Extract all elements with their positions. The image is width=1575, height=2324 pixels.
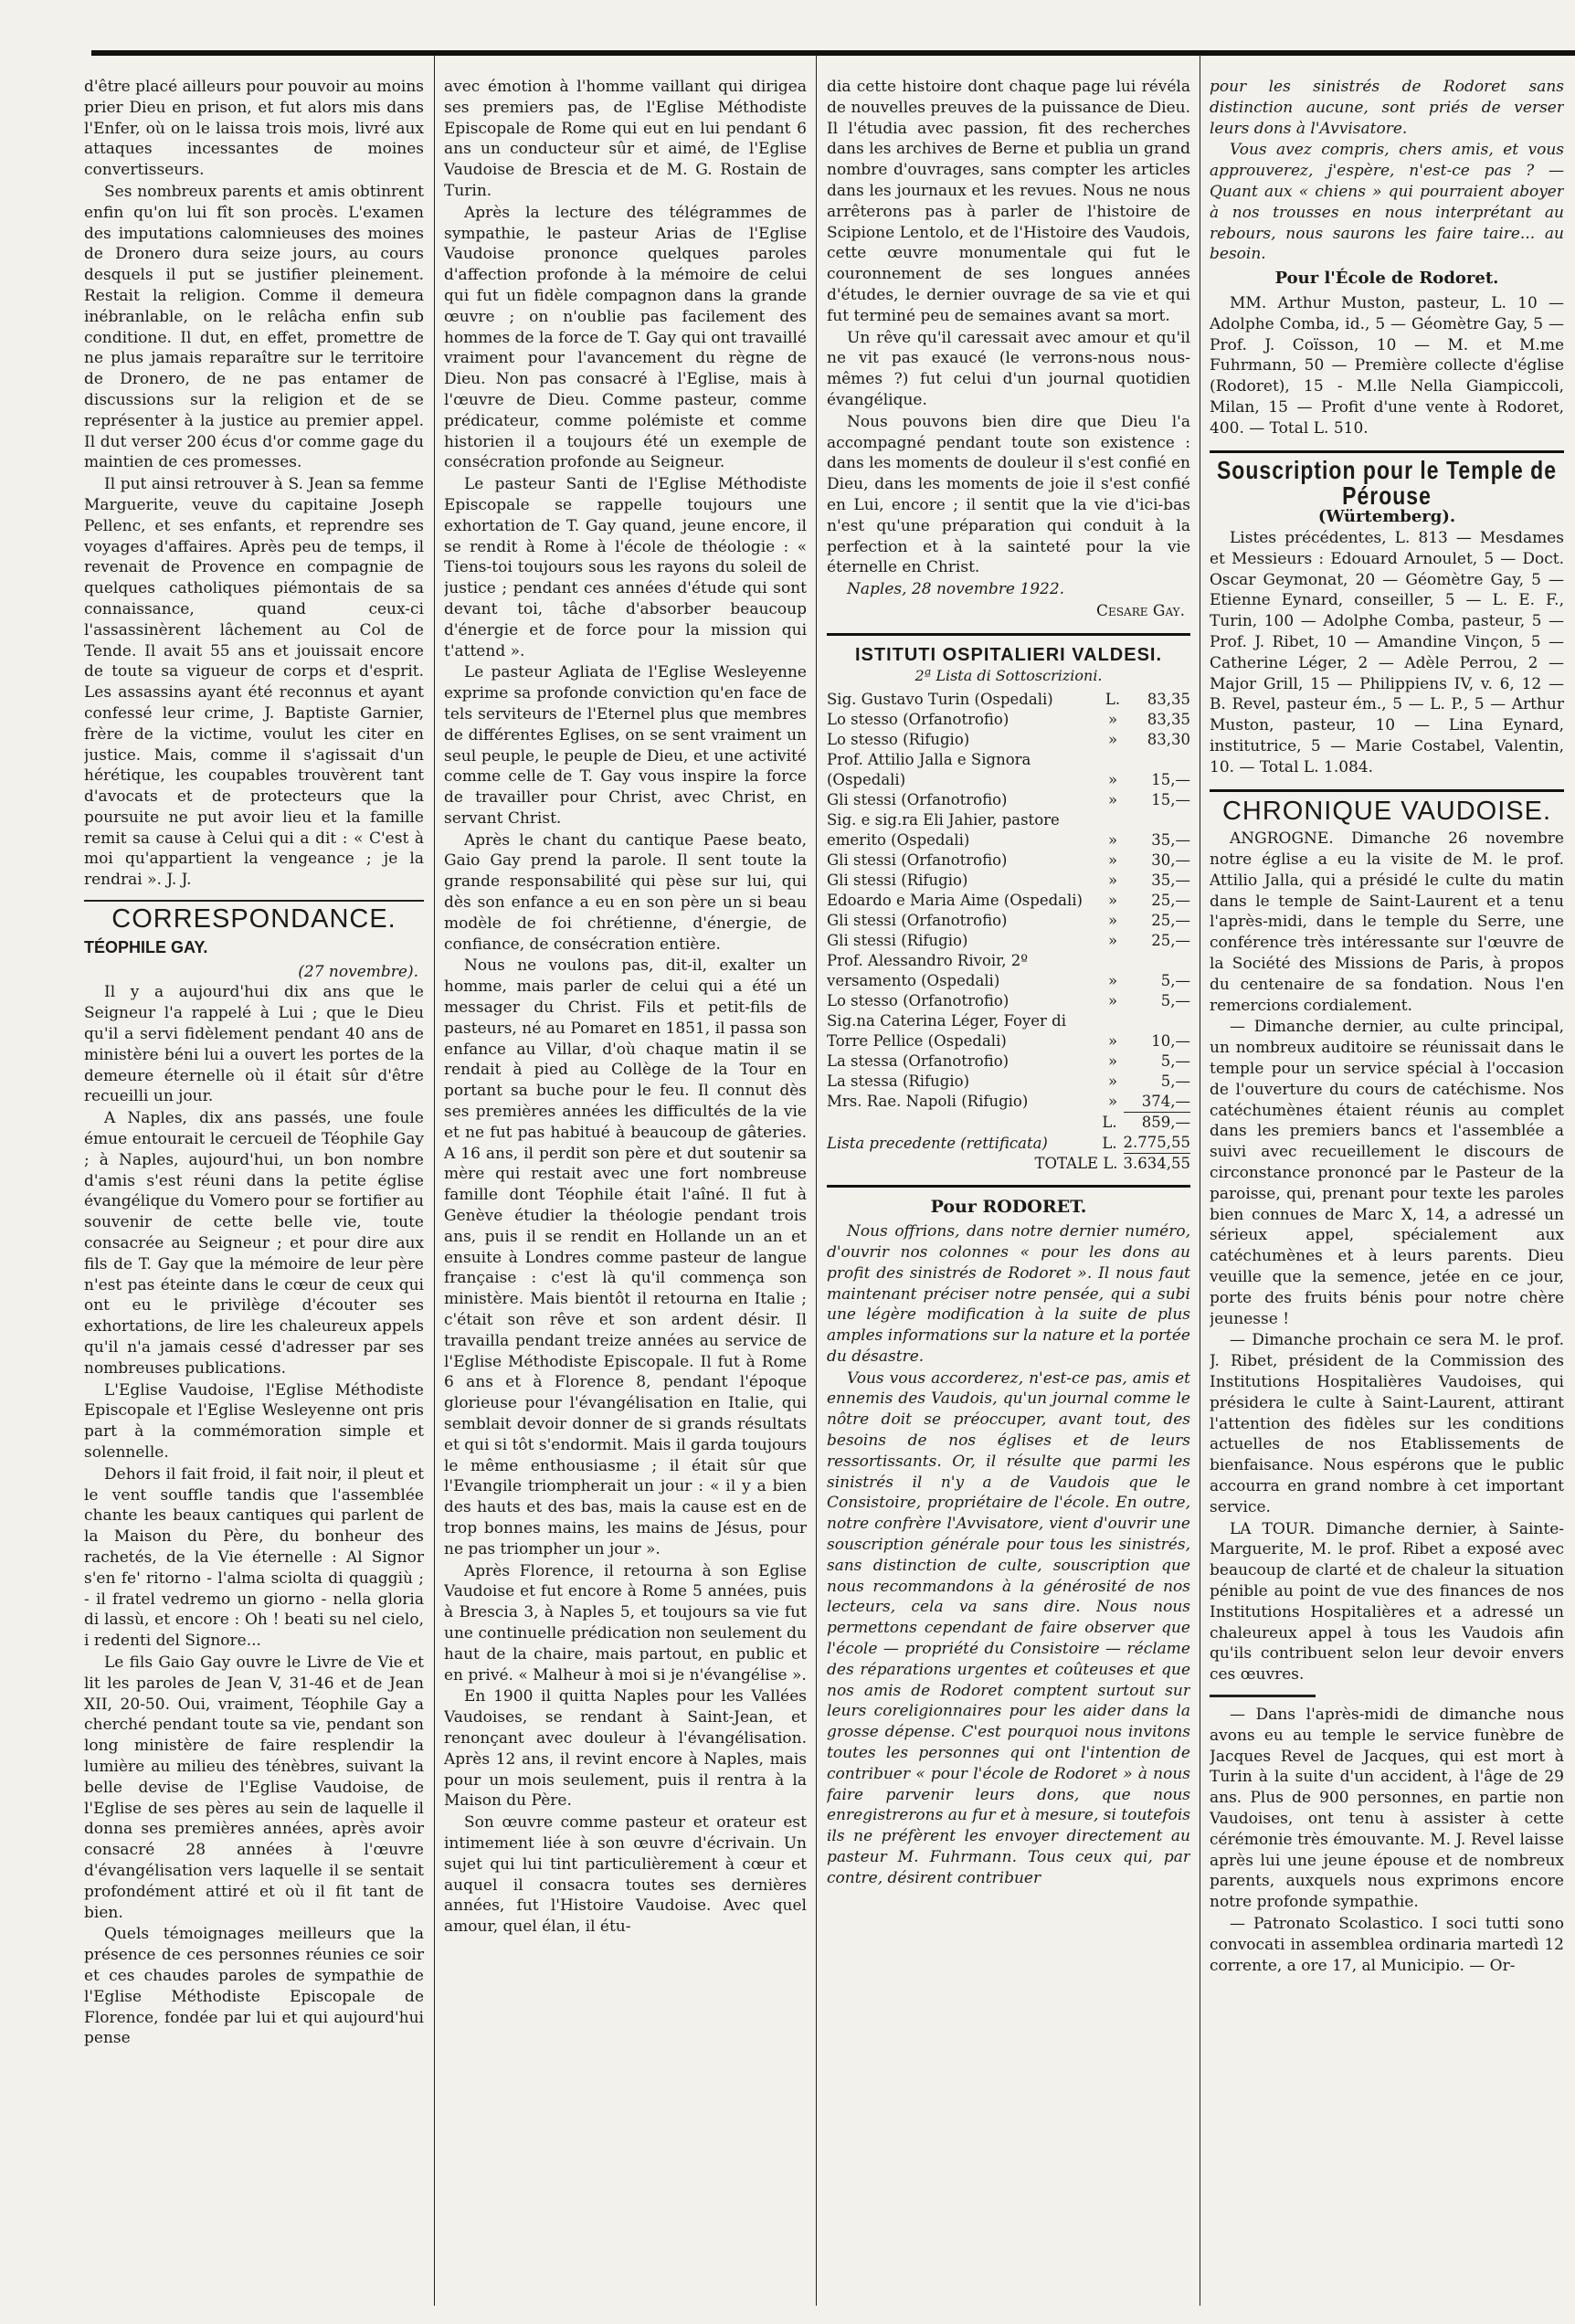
- currency: »: [1107, 972, 1118, 990]
- table-row: [827, 730, 1190, 750]
- currency: »: [1107, 731, 1118, 749]
- donor-name: La stessa (Orfanotrofio): [827, 1052, 1009, 1071]
- table-row: [827, 750, 1190, 790]
- column-rule: [816, 55, 817, 2306]
- amount: 83,35: [1147, 711, 1190, 729]
- paragraph: dia cette histoire dont chaque page lui révéla de nouvelles preuves de la puissance de Dieu. Il l'étudia avec passion, fit des recherches dans les archives de Berne et publia un grand nombre d'ouvrages, sans compter les articles dans les journaux et les revues. Nous ne nous arrêterons pas à parler de l'histoire de Scipione Lentolo, et de l'Histoire des Vaudois, cette œuvre monumentale qui fut le couronnement de ses longues années d'études, le dernier ouvrage de sa vie et qui fut terminé peu de semaines avant sa mort.: [827, 78, 1190, 325]
- currency: »: [1107, 1032, 1118, 1051]
- amount: 3.634,55: [1123, 1155, 1190, 1173]
- table-row: [827, 850, 1190, 871]
- currency: »: [1107, 851, 1118, 870]
- amount: 15,—: [1151, 771, 1190, 789]
- paragraph: pour les sinistrés de Rodoret sans distinction aucune, sont priés de verser leurs dons à l'Avvisatore.: [1210, 78, 1564, 138]
- currency: »: [1107, 992, 1118, 1010]
- box-subtitle: 2ª Lista di Sottoscrizioni.: [914, 666, 1103, 684]
- column-2: [444, 77, 807, 2306]
- donor-name: Lo stesso (Orfanotrofio): [827, 992, 1009, 1010]
- paragraph: Il y a aujourd'hui dix ans que le Seigneur l'a rappelé à Lui ; que le Dieu qu'il a servi fidèlement pendant 40 ans de ministère béni lui a ouvert les portes de la demeure éternelle où il était sûr d'être recueilli un jour.: [84, 983, 424, 1106]
- paragraph: L'Eglise Vaudoise, l'Eglise Méthodiste Episcopale et l'Eglise Wesleyenne ont pris part à la commémoration simple et solennelle.: [84, 1380, 424, 1462]
- donor-name: Sig.na Caterina Léger, Foyer di Torre Pellice (Ospedali): [827, 1012, 1066, 1051]
- paragraph: LA TOUR. Dimanche dernier, à Sainte-Marguerite, M. le prof. Ribet a exposé avec beaucoup de clarté et de chaleur la situation pénible au point de vue des finances de nos Institutions Hospitalières et a adressé un chaleureux appel à tous les Vaudois afin qu'ils contribuent selon leur devoir envers ces œuvres.: [1210, 1519, 1564, 1685]
- paragraph: Le fils Gaio Gay ouvre le Livre de Vie et lit les paroles de Jean V, 31-46 et de Jean XII, 20-50. Oui, vraiment, Téophile Gay a cherché pendant toute sa vie, pendant son long ministère de faire resplendir la lumière au milieu des ténèbres, suivant la belle devise de l'Eglise Vaudoise, de l'Eglise de ses pères au sein de laquelle il donna ses premières années, après avoir consacré 28 années à l'œuvre d'évangélisation vers laquelle il se sentait profondément attiré et où il fit tant de bien.: [84, 1653, 424, 1922]
- paragraph: MM. Arthur Muston, pasteur, L. 10 — Adolphe Comba, id., 5 — Géomètre Gay, 5 — Prof. J. Coïsson, 10 — M. et M.me Fuhrmann, 50 — Première collecte d'église (Rodoret), 15 - M.lle Nella Giampiccoli, Milan, 15 — Profit d'une vente à Rodoret, 400. — Total L. 510.: [1210, 293, 1564, 438]
- table-row: [827, 931, 1190, 951]
- paragraph: Nous pouvons bien dire que Dieu l'a accompagné pendant toute son existence : dans les moments de douleur il s'est confié en Dieu, dans les moments de joie il s'est confié en Lui, encore ; il sentit que la vie d'ici-bas n'est qu'une préparation qui conduit à la perfection et à la sainteté pour la vie éternelle en Christ.: [827, 412, 1190, 577]
- column-4: [1210, 77, 1564, 2306]
- paragraph: Quels témoignages meilleurs que la présence de ces personnes réunies ce soir et ces chaudes paroles de sympathie de l'Eglise Méthodiste Episcopale de Florence, fondée par lui et qui aujourd'hui pense: [84, 1925, 424, 2048]
- amount: 374,—: [1141, 1093, 1190, 1111]
- currency: »: [1107, 1072, 1118, 1091]
- paragraph: d'être placé ailleurs pour pouvoir au moins prier Dieu en prison, et fut alors mis dans l'Enfer, où on le laissa trois mois, livré aux attaques incessantes de moines convertisseurs.: [84, 78, 424, 180]
- paragraph: A Naples, dix ans passés, une foule émue entourait le cercueil de Téophile Gay ; à Naples, aujourd'hui, un bon nombre d'amis s'est réuni dans la petite église évangélique du Vomero pour se fortifier au souvenir de cette belle vie, toute consacrée au Seigneur ; et pour dire aux fils de T. Gay que la mémoire de leur père n'est pas éteinte dans le cœur de ceux qui ont eu le privilège d'écouter ses exhortations, de lire les chaleureux appels qu'il n'a jamais cessé d'adresser par ses nombreuses publications.: [84, 1109, 424, 1378]
- paragraph: Son œuvre comme pasteur et orateur est intimement liée à son œuvre d'écrivain. Un sujet qui lui tint particulièrement à cœur et auquel il consacra toutes ses dernières années, fut l'Histoire Vaudoise. Avec quel amour, quel élan, il étu-: [444, 1813, 807, 1937]
- paragraph: Après la lecture des télégrammes de sympathie, le pasteur Arias de l'Eglise Vaudoise prononce quelques paroles d'affection profonde à la mémoire de celui qui fut un fidèle compagnon dans la grande œuvre ; on n'oublie pas facilement des hommes de la force de T. Gay qui ont travaillé vraiment pour l'avancement du règne de Dieu. Non pas consacré à l'Eglise, mais à l'œuvre de Dieu. Comme pasteur, comme prédicateur, comme polémiste et comme historien il a toujours été un exemple de consécration profonde au Seigneur.: [444, 203, 807, 472]
- dateline: Naples, 28 novembre 1922.: [847, 580, 1065, 599]
- divider: [1210, 789, 1564, 792]
- amount: 5,—: [1160, 1072, 1190, 1091]
- section-title-ecole: Pour l'École de Rodoret.: [1274, 269, 1499, 289]
- donor-name: Prof. Alessandro Rivoir, 2º versamento (Ospedali): [827, 952, 1028, 990]
- amount: 25,—: [1151, 892, 1190, 910]
- subscription-totals: [827, 1112, 1190, 1174]
- currency: »: [1107, 1052, 1118, 1071]
- paragraph: avec émotion à l'homme vaillant qui dirigea ses premiers pas, de l'Eglise Méthodiste Episcopale de Rome qui eut en lui pendant 6 ans un conducteur sûr et aimé, de l'Eglise Vaudoise de Brescia et de M. G. Rostain de Turin.: [444, 78, 807, 200]
- paragraph: Après le chant du cantique Paese beato, Gaio Gay prend la parole. Il sent toute la grande responsabilité qui pèse sur lui, qui dès son enfance a eu en son père un si beau modèle de foi chrétienne, d'énergie, de confiance, de consécration entière.: [444, 830, 807, 954]
- divider: [1210, 1695, 1316, 1697]
- paragraph: Nous ne voulons pas, dit-il, exalter un homme, mais parler de celui qui a été un messager du Christ. Fils et petit-fils de pasteurs, né au Pomaret en 1851, il passa son enfance au Villar, d'où chaque matin il se rendait à pied au Collège de la Tour en portant sa buche pour le feu. Il connut dès ses premières années les difficultés de la vie et ne fut pas habitué à beaucoup de gâteries. A 16 ans, il perdit son père et dut soutenir sa mère qui restait avec une fort nombreuse famille dont Téophile était l'aîné. Il fut à Genève étudier la théologie pendant trois ans, puis il se rendit en Hollande un an et ensuite à Londres comme pasteur de langue française : c'est là qu'il commença son ministère. Mais bientôt il retourna en Italie ; c'était son rêve et son ardent désir. Il travailla pendant treize années au service de l'Eglise Méthodiste Episcopale. Il fut à Rome 6 ans et à Florence 8, pendant l'époque glorieuse pour l'évangélisation en Italie, qui semblait devoir donner de si grands résultats et qui si tôt s'endormit. Mais il garda toujours le même enthousiasme ; il était sûr que l'Evangile triompherait un jour : « il y a bien des hauts et des bas, mais la cause est en de trop bonnes mains, les mains de Jésus, pour ne pas triompher un jour ».: [444, 956, 807, 1558]
- top-rule: [91, 50, 1575, 56]
- subscription-table: [827, 690, 1190, 1112]
- column-rule: [434, 55, 435, 2306]
- article-date: (27 novembre).: [298, 962, 418, 981]
- table-row: [827, 991, 1190, 1011]
- divider: [1210, 450, 1564, 453]
- amount: 35,—: [1151, 831, 1190, 850]
- donor-name: Prof. Attilio Jalla e Signora (Ospedali): [827, 751, 1031, 789]
- paragraph: Vous vous accorderez, n'est-ce pas, amis et ennemis des Vaudois, qu'un journal comme le nôtre doit se préoccuper, avant tout, des besoins de nos églises et de leurs ressortissants. Or, il résulte que parmi les sinistrés il n'y a de Vaudois que le Consistoire, propriétaire de l'école. En outre, notre confrère l'Avvisatore, vient d'ouvrir une souscription générale pour tous les sinistrés, sans distinction de culte, souscription que nous recommandons à la générosité de nos lecteurs, cela va sans dire. Nous nous permettons cependant de faire observer que l'école — propriété du Consistoire — réclame des réparations urgentes et coûteuses et que nos amis de Rodoret comptent surtout sur leurs coreligionnaires pour les aider dans la grosse dépense. C'est pourquoi nous invitons toutes les personnes qui ont l'intention de contribuer « pour l'école de Rodoret » à nous faire parvenir leurs dons, que nous enregistrerons au fur et à mesure, si toutefois ils ne préfèrent les envoyer directement au pasteur M. Fuhrmann. Tous ceux qui, par contre, désirent contribuer: [827, 1368, 1190, 1887]
- table-row: [827, 871, 1190, 891]
- amount: 10,—: [1151, 1032, 1190, 1051]
- amount: 25,—: [1151, 912, 1190, 930]
- donor-name: La stessa (Rifugio): [827, 1072, 970, 1091]
- label: TOTALE L.: [1034, 1155, 1118, 1173]
- paragraph: En 1900 il quitta Naples pour les Vallées Vaudoises, se rendant à Saint-Jean, et renonçant avec douleur à l'évangélisation. Après 12 ans, il revint encore à Naples, mais pour un mois seulement, puis il rentra à la Maison du Père.: [444, 1687, 807, 1811]
- amount: 5,—: [1160, 992, 1190, 1010]
- table-row: [827, 810, 1190, 850]
- donor-name: Sig. e sig.ra Eli Jahier, pastore emerito (Ospedali): [827, 811, 1060, 850]
- donor-name: Gli stessi (Orfanotrofio): [827, 912, 1008, 930]
- divider: [84, 900, 424, 902]
- section-title-chronique: CHRONIQUE VAUDOISE.: [1221, 796, 1552, 826]
- donor-name: Lo stesso (Rifugio): [827, 731, 970, 749]
- section-subtitle: (Würtemberg).: [1317, 507, 1456, 527]
- previous-list-row: [827, 1133, 1190, 1154]
- amount: 25,—: [1151, 932, 1190, 950]
- paragraph: Dehors il fait froid, il fait noir, il pleut et le vent souffle tandis que l'assemblée chante les beaux cantiques qui parlent de la Maison du Père, du bonheur des rachetés, de la Vie éternelle : Al Signor s'en fe' ritorno - l'alma sciolta di quaggiù ; - il fratel vedremo un giorno - nella gloria di lassù, et encore : Oh ! beati su nel cielo, i redenti del Signore...: [84, 1464, 424, 1651]
- paragraph: Vous avez compris, chers amis, et vous approuverez, j'espère, n'est-ce pas ? — Quant aux « chiens » qui pourraient aboyer à nos trousses en nous interprétant au rebours, nous saurons les faire taire... au besoin.: [1210, 141, 1564, 264]
- table-row: [827, 911, 1190, 931]
- subtotal-row: [827, 1113, 1190, 1134]
- paragraph: Après Florence, il retourna à son Eglise Vaudoise et fut encore à Rome 5 années, puis à Brescia 3, à Naples 5, et toujours sa vie fut une continuelle prédication non seulement du haut de la chaire, mais partout, en public et en privé. « Malheur à moi si je n'évangélise ».: [444, 1561, 807, 1685]
- donor-name: Gli stessi (Rifugio): [827, 872, 968, 890]
- donor-name: Edoardo e Maria Aime (Ospedali): [827, 892, 1083, 910]
- currency: »: [1107, 872, 1118, 890]
- total-row: [827, 1154, 1190, 1175]
- table-row: [827, 951, 1190, 991]
- currency: L.: [1105, 691, 1121, 709]
- article-subhead: TÉOPHILE GAY.: [84, 937, 208, 956]
- column-3: [827, 77, 1190, 2306]
- donor-name: Mrs. Rae. Napoli (Rifugio): [827, 1093, 1029, 1111]
- column-1: [84, 77, 424, 2306]
- amount: 2.775,55: [1123, 1134, 1190, 1152]
- table-row: [827, 790, 1190, 810]
- donor-name: Sig. Gustavo Turin (Ospedali): [827, 691, 1053, 709]
- paragraph: Il put ainsi retrouver à S. Jean sa femme Marguerite, veuve du capitaine Joseph Pellenc, et ses enfants, et reprendre ses voyages d'affaires. Après peu de temps, il revenait de Provence en compagnie de quelques catholiques piémontais de sa connaissance, quand ceux-ci l'assassinèrent lâchement au Col de Tende. Il avait 55 ans et jouissait encore de toute sa vigueur de corps et d'esprit. Les assassins ayant été reconnus et ayant confessé leur crime, J. Baptiste Garnier, frère de la victime, voulut les citer en justice. Mais, comme il s'agissait d'un hérétique, les coupables trouvèrent tant d'avocats et de protecteurs que la poursuite ne put avoir lieu et la famille remit sa cause à Celui qui a dit : « C'est à moi qu'appartient la vengeance ; je la rendrai ». J. J.: [84, 475, 424, 890]
- paragraph: Nous offrions, dans notre dernier numéro, d'ouvrir nos colonnes « pour les dons au profit des sinistrés de Rodoret ». Il nous faut maintenant préciser notre pensée, qui a subi une légère modification à la suite de plus amples informations sur la nature et la portée du désastre.: [827, 1222, 1190, 1366]
- donor-name: Gli stessi (Orfanotrofio): [827, 791, 1008, 809]
- currency: »: [1107, 791, 1118, 809]
- currency: »: [1107, 711, 1118, 729]
- paragraph: — Dimanche dernier, au culte principal, un nombreux auditoire se réunissait dans le temple pour un service spécial à l'occasion de l'ouverture du cours de catéchisme. Nos catéchumènes étaient réunis au complet dans les premiers bancs et l'assemblée a suivi avec recueillement le discours de circonstance prononcé par le Pasteur de la paroisse, qui, prenant pour texte les paroles bien connues de Marc X, 14, a adressé un sérieux appel, spécialement aux catéchumènes et à leurs parents. Dieu veuille que la semence, jetée en ce jour, porte des fruits bénis pour notre chère jeunesse !: [1210, 1018, 1564, 1328]
- table-row: [827, 1092, 1190, 1112]
- section-title-correspondance: CORRESPONDANCE.: [111, 904, 396, 935]
- donor-name: Lo stesso (Orfanotrofio): [827, 711, 1009, 729]
- section-title-temple: Souscription pour le Temple de Pérouse: [1216, 455, 1558, 510]
- paragraph: — Dimanche prochain ce sera M. le prof. J. Ribet, président de la Commission des Institutions Hospitalières Vaudoises, qui présidera le culte à Saint-Laurent, attirant l'attention des fidèles sur les conditions actuelles de nos Etablissements de bienfaisance. Nous espérons que le public accourra en grand nombre à cet important service.: [1210, 1331, 1564, 1516]
- paragraph: Le pasteur Santi de l'Eglise Méthodiste Episcopale se rappelle toujours une exhortation de T. Gay quand, jeune encore, il se rendit à Rome à l'école de théologie : « Tiens-toi toujours sous les rayons du soleil de justice ; pendant ces années d'étude qui sont devant toi, tâche d'absorber beaucoup d'énergie et de force pour la mission qui t'attend ».: [444, 475, 807, 660]
- paragraph: Ses nombreux parents et amis obtinrent enfin qu'on lui fît son procès. L'examen des imputations calomnieuses des moines de Dronero dura seize jours, au cours desquels il put se justifier pleinement. Restait la religion. Comme il demeura inébranlable, on le relâcha enfin sub conditione. Il dut, en effet, promettre de ne plus jamais reparaître sur le territoire de Dronero, de ne pas entamer de discussions sur la religion et de se représenter à la justice au premier appel. Il dut verser 200 écus d'or comme gage du maintien de ces promesses.: [84, 182, 424, 472]
- table-row: [827, 710, 1190, 730]
- currency: »: [1107, 892, 1118, 910]
- currency: L.: [1102, 1114, 1117, 1132]
- paragraph: — Patronato Scolastico. I soci tutti sono convocati in assemblea ordinaria martedì 12 corrente, a ore 17, al Municipio. — Or-: [1210, 1914, 1564, 1975]
- paragraph: Un rêve qu'il caressait avec amour et qu'il ne vit pas exaucé (le verrons-nous nous-mêmes ?) fut celui d'un journal quotidien évangélique.: [827, 328, 1190, 409]
- donor-name: Gli stessi (Rifugio): [827, 932, 968, 950]
- amount: 5,—: [1160, 1052, 1190, 1071]
- amount: 30,—: [1151, 851, 1190, 870]
- table-row: [827, 1011, 1190, 1051]
- paragraph: — Dans l'après-midi de dimanche nous avons eu au temple le service funèbre de Jacques Revel de Jacques, qui est mort à Turin à la suite d'un accident, à l'âge de 29 ans. Plus de 900 personnes, en partie non Vaudoises, ont tenu à assister à cette cérémonie très émouvante. M. J. Revel laisse après lui une jeune épouse et de nombreux parents, auxquels nous exprimons encore notre profonde sympathie.: [1210, 1705, 1564, 1912]
- currency: »: [1107, 771, 1118, 789]
- amount: 859,—: [1124, 1113, 1190, 1134]
- table-row: [827, 1051, 1190, 1072]
- box-title-istituti: ISTITUTI OSPITALIERI VALDESI.: [854, 644, 1163, 665]
- amount: 5,—: [1160, 972, 1190, 990]
- currency: L.: [1102, 1134, 1117, 1152]
- paragraph: Listes précédentes, L. 813 — Mesdames et Messieurs : Edouard Arnoulet, 5 — Doct. Oscar Geymonat, 20 — Géomètre Gay, 5 — Etienne Eynard, conseiller, 5 — L. E. F., Turin, 100 — Adolphe Comba, pasteur, 5 — Prof. J. Ribet, 10 — Amandine Vinçon, 5 — Catherine Léger, 2 — Adèle Perrou, 2 — Major Grill, 15 — Philippiens IV, v. 6, 12 — B. Revel, pasteur ém., 5 — L. P., 5 — Arthur Muston, pasteur, 10 — Lina Eynard, institutrice, 5 — Marie Costabel, Valentin, 10. — Total L. 1.084.: [1210, 528, 1564, 776]
- amount: 35,—: [1151, 872, 1190, 890]
- paragraph: Le pasteur Agliata de l'Eglise Wesleyenne exprime sa profonde conviction qu'en face de tels serviteurs de l'Eternel plus que membres de différentes Eglises, on se sent vraiment un seul peuple, le peuple de Dieu, et une activité comme celle de T. Gay vous inspire la force de travailler pour Christ, avec Christ, en servant Christ.: [444, 663, 807, 828]
- divider: [827, 1185, 1190, 1188]
- paragraph: ANGROGNE. Dimanche 26 novembre notre église a eu la visite de M. le prof. Attilio Jalla, qui a présidé le culte du matin dans le temple de Saint-Laurent et a tenu l'après-midi, dans le temple du Serre, une conférence très intéressante sur l'œuvre de la Société des Missions de Paris, à propos du centenaire de sa fondation. Nous l'en remercions cordialement.: [1210, 829, 1564, 1015]
- table-row: [827, 690, 1190, 710]
- amount: 83,35: [1147, 691, 1190, 709]
- divider: [827, 633, 1190, 636]
- donor-name: Gli stessi (Orfanotrofio): [827, 851, 1008, 870]
- amount: 83,30: [1147, 731, 1190, 749]
- currency: »: [1107, 831, 1118, 850]
- signature: Cesare Gay.: [1096, 601, 1185, 620]
- currency: »: [1107, 1093, 1118, 1111]
- currency: »: [1107, 932, 1118, 950]
- table-row: [827, 1072, 1190, 1092]
- currency: »: [1107, 912, 1118, 930]
- amount: 15,—: [1151, 791, 1190, 809]
- table-row: [827, 891, 1190, 911]
- label: Lista precedente (rettificata): [827, 1134, 1048, 1152]
- section-title-rodoret: Pour RODORET.: [930, 1197, 1087, 1218]
